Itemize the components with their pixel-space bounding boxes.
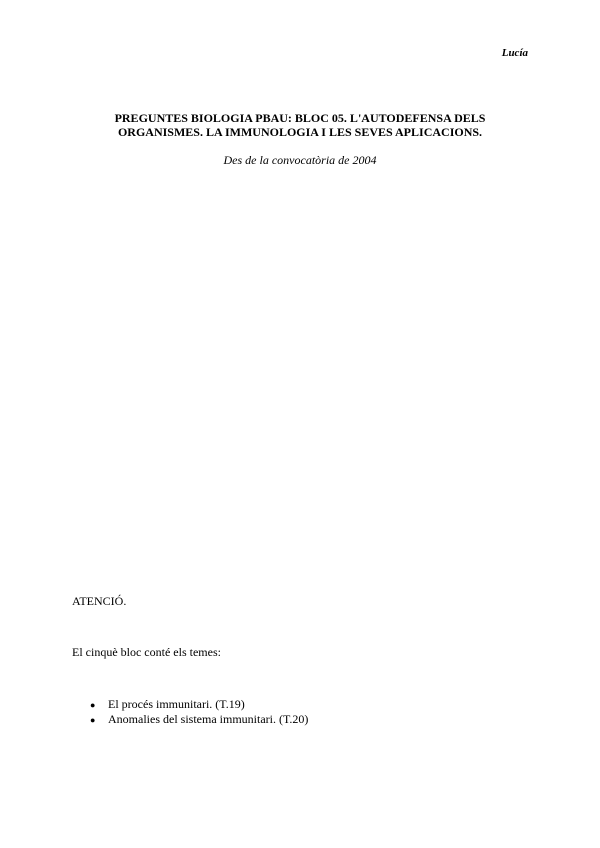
document-subtitle: Des de la convocatòria de 2004	[223, 153, 377, 167]
bullet-icon: ●	[90, 714, 96, 725]
intro-text: El cinquè bloc conté els temes:	[72, 645, 221, 659]
topic-label: El procés immunitari. (T.19)	[108, 697, 245, 711]
author-name: Lucía	[501, 47, 528, 59]
list-item	[90, 697, 308, 712]
attention-heading: ATENCIÓ.	[72, 594, 127, 608]
topic-label: Anomalies del sistema immunitari. (T.20)	[108, 712, 309, 726]
bullet-icon: ●	[90, 699, 96, 710]
document-title: PREGUNTES BIOLOGIA PBAU: BLOC 05. L'AUTODEFENSA DELS ORGANISMES. LA IMMUNOLOGIA I LES SEVES APLICACIONS.	[114, 111, 486, 139]
topics-list	[90, 697, 308, 727]
list-item	[90, 712, 308, 727]
